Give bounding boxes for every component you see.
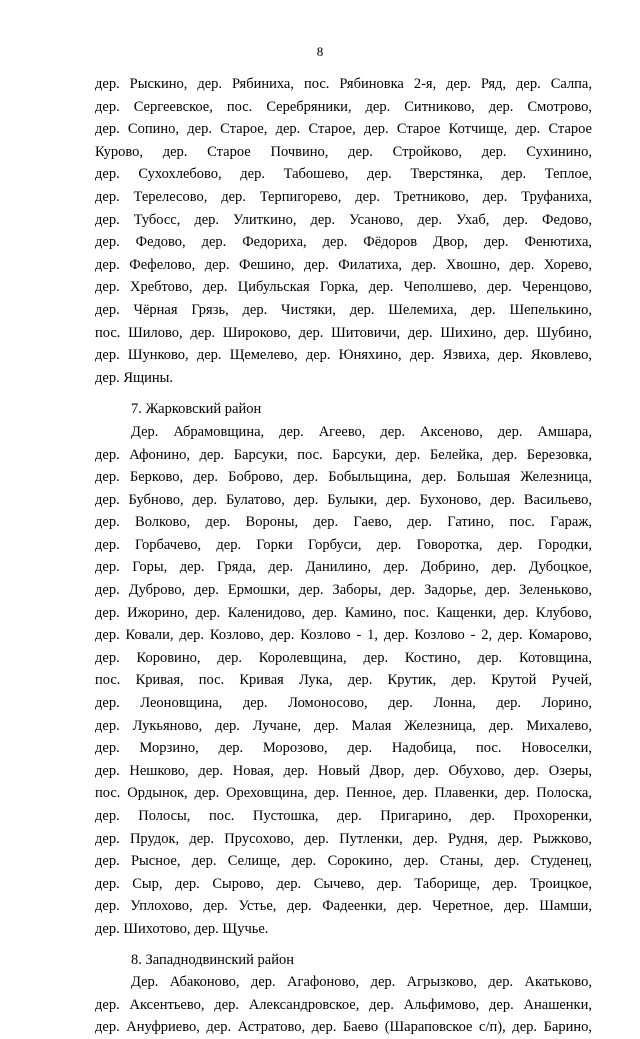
text-line: дер. Морзино, дер. Морозово, дер. Надобица, пос. Новоселки, bbox=[95, 740, 592, 757]
text-line: дер. Бубново, дер. Булатово, дер. Булыки, дер. Бухоново, дер. Васильево, bbox=[95, 491, 592, 508]
section-heading-zapadnodvinsky: 8. Западнодвинский район bbox=[131, 951, 294, 968]
text-line: дер. Сопино, дер. Старое, дер. Старое, дер. Старое Котчище, дер. Старое bbox=[95, 121, 592, 138]
paragraph-spacer bbox=[95, 941, 592, 949]
text-line: Курово, дер. Старое Почвино, дер. Стройково, дер. Сухинино, bbox=[95, 143, 592, 160]
paragraph-spacer bbox=[95, 389, 592, 398]
text-line: дер. Сергеевское, пос. Серебряники, дер. Ситниково, дер. Смотрово, bbox=[95, 98, 592, 115]
text-line: дер. Волково, дер. Вороны, дер. Гаево, дер. Гатино, пос. Гараж, bbox=[95, 514, 592, 531]
text-line: пос. Ордынок, дер. Ореховщина, дер. Пенное, дер. Плавенки, дер. Полоска, bbox=[95, 785, 592, 802]
section-heading-zharkovsky: 7. Жарковский район bbox=[131, 401, 262, 418]
text-line: пос. Кривая, пос. Кривая Лука, дер. Крутик, дер. Крутой Ручей, bbox=[95, 672, 592, 689]
zapadnodvinsky-locality-list bbox=[95, 971, 592, 1039]
text-line: дер. Полосы, пос. Пустошка, дер. Пригарино, дер. Прохоренки, bbox=[95, 808, 592, 824]
text-line: Дер. Абаконово, дер. Агафоново, дер. Агрызково, дер. Акатьково, bbox=[131, 974, 592, 991]
text-line: дер. Уплохово, дер. Устье, дер. Фадеенки, дер. Черетное, дер. Шамши, bbox=[95, 898, 592, 915]
text-line: дер. Лукьяново, дер. Лучане, дер. Малая Железница, дер. Михалево, bbox=[95, 717, 592, 734]
text-line: дер. Дуброво, дер. Ермошки, дер. Заборы, дер. Задорье, дер. Зеленьково, bbox=[95, 582, 592, 599]
text-line: дер. Сыр, дер. Сырово, дер. Сычево, дер. Таборище, дер. Троицкое, bbox=[95, 875, 592, 892]
text-line: дер. Аксентьево, дер. Александровское, дер. Альфимово, дер. Анашенки, bbox=[95, 996, 592, 1013]
text-line: дер. Ковали, дер. Козлово, дер. Козлово - 1, дер. Козлово - 2, дер. Комарово, bbox=[95, 627, 592, 644]
text-line: дер. Шихотово, дер. Щучье. bbox=[95, 920, 269, 937]
document-body bbox=[95, 73, 592, 1039]
text-line: дер. Горбачево, дер. Горки Горбуси, дер. Говоротка, дер. Городки, bbox=[95, 536, 592, 553]
text-line: дер. Леоновщина, дер. Ломоносово, дер. Лонна, дер. Лорино, bbox=[95, 695, 592, 712]
page-number: 8 bbox=[316, 44, 324, 59]
zharkovsky-locality-list bbox=[95, 421, 592, 941]
text-line: дер. Ящины. bbox=[95, 369, 174, 386]
text-line: дер. Нешково, дер. Новая, дер. Новый Двор, дер. Обухово, дер. Озеры, bbox=[95, 762, 592, 779]
text-line: дер. Рысное, дер. Селище, дер. Сорокино, дер. Станы, дер. Студенец, bbox=[95, 853, 592, 870]
text-line: дер. Коровино, дер. Королевщина, дер. Костино, дер. Котовщина, bbox=[95, 649, 592, 666]
text-line: дер. Горы, дер. Гряда, дер. Данилино, дер. Добрино, дер. Дубоцкое, bbox=[95, 559, 592, 576]
text-line: дер. Шунково, дер. Щемелево, дер. Юняхино, дер. Язвиха, дер. Яковлево, bbox=[95, 347, 592, 364]
text-line: дер. Терелесово, дер. Терпигорево, дер. Третниково, дер. Труфаниха, bbox=[95, 188, 592, 205]
text-line: дер. Рыскино, дер. Рябиниха, пос. Рябиновка 2-я, дер. Ряд, дер. Салпа, bbox=[95, 76, 592, 92]
text-line: дер. Фефелово, дер. Фешино, дер. Филатиха, дер. Хвошно, дер. Хорево, bbox=[95, 256, 592, 273]
continued-locality-list bbox=[95, 73, 592, 389]
text-line: дер. Афонино, дер. Барсуки, пос. Барсуки, дер. Белейка, дер. Березовка, bbox=[95, 446, 592, 463]
text-line: дер. Берково, дер. Боброво, дер. Бобыльщина, дер. Большая Железница, bbox=[95, 469, 592, 486]
text-line: дер. Ануфриево, дер. Астратово, дер. Баево (Шараповское с/п), дер. Барино, bbox=[95, 1019, 592, 1036]
text-line: дер. Сухохлебово, дер. Табошево, дер. Тверстянка, дер. Теплое, bbox=[95, 166, 592, 183]
text-line: дер. Прудок, дер. Прусохово, дер. Путленки, дер. Рудня, дер. Рыжково, bbox=[95, 830, 592, 847]
text-line: дер. Хребтово, дер. Цибульская Горка, дер. Чеполшево, дер. Черенцово, bbox=[95, 279, 592, 296]
text-line: дер. Чёрная Грязь, дер. Чистяки, дер. Шелемиха, дер. Шепелькино, bbox=[95, 301, 592, 318]
text-line: дер. Тубосс, дер. Улиткино, дер. Усаново, дер. Ухаб, дер. Федово, bbox=[95, 211, 592, 228]
text-line: пос. Шилово, дер. Широково, дер. Шитовичи, дер. Шихино, дер. Шубино, bbox=[95, 324, 592, 341]
text-line: Дер. Абрамовщина, дер. Агеево, дер. Аксеново, дер. Амшара, bbox=[131, 423, 592, 440]
text-line: дер. Федово, дер. Федориха, дер. Фёдоров Двор, дер. Фенютиха, bbox=[95, 234, 592, 251]
text-line: дер. Ижорино, дер. Каленидово, дер. Камино, пос. Кащенки, дер. Клубово, bbox=[95, 604, 592, 621]
